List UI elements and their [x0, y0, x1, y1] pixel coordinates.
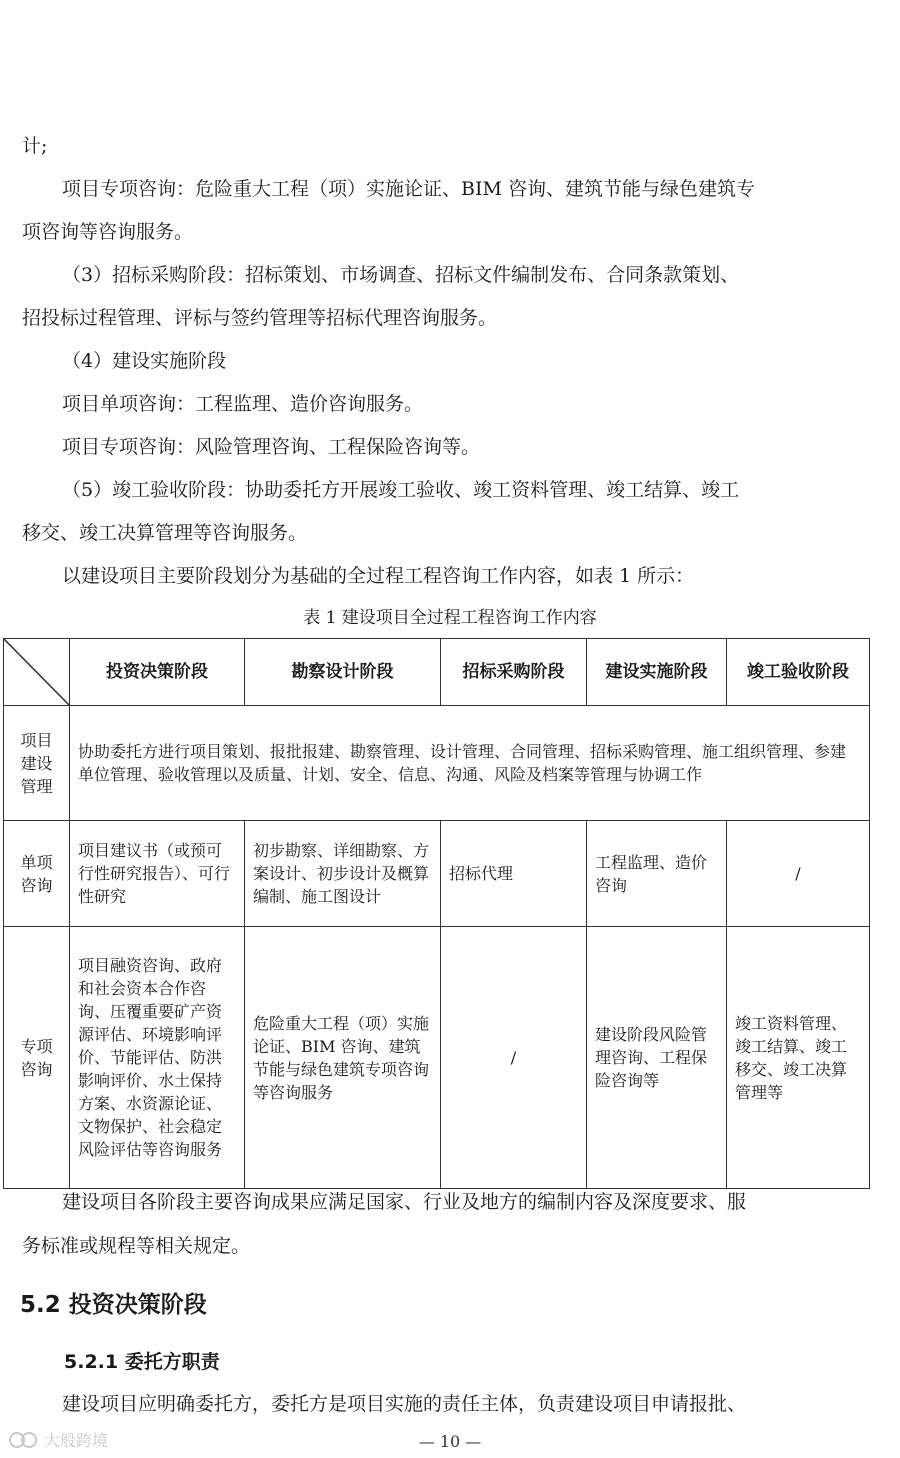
- table-caption: 表 1 建设项目全过程工程咨询工作内容: [303, 608, 597, 628]
- table-cell: /: [441, 927, 587, 1189]
- table-cell: 危险重大工程（项）实施论证、BIM 咨询、建筑节能与绿色建筑专项咨询等咨询服务: [245, 927, 441, 1189]
- header-cell: 招标采购阶段: [441, 639, 587, 706]
- para-line: 项目专项咨询：危险重大工程（项）实施论证、BIM 咨询、建筑节能与绿色建筑专: [62, 178, 755, 200]
- row-label: 项目 建设 管理: [4, 706, 70, 821]
- row-label: 单项 咨询: [4, 821, 70, 927]
- header-cell: 竣工验收阶段: [727, 639, 870, 706]
- header-cell: 建设实施阶段: [587, 639, 727, 706]
- para-line: （5）竣工验收阶段：协助委托方开展竣工验收、竣工资料管理、竣工结算、竣工: [62, 479, 740, 501]
- para-line: （4）建设实施阶段: [62, 350, 227, 372]
- header-cell: 勘察设计阶段: [245, 639, 441, 706]
- watermark-logo-icon: [8, 1429, 38, 1451]
- table-cell: 建设阶段风险管理咨询、工程保险咨询等: [587, 927, 727, 1189]
- para-line: 计;: [22, 135, 48, 157]
- table-cell: 项目建议书（或预可行性研究报告）、可行性研究: [70, 821, 245, 927]
- table-cell: 协助委托方进行项目策划、报批报建、勘察管理、设计管理、合同管理、招标采购管理、施工组织管理、参建单位管理、验收管理以及质量、计划、安全、信息、沟通、风险及档案等管理与协调工作: [70, 706, 870, 821]
- watermark: [8, 1428, 108, 1451]
- para-line: 项咨询等咨询服务。: [22, 221, 194, 243]
- table-cell: 项目融资咨询、政府和社会资本合作咨询、压覆重要矿产资源评估、环境影响评价、节能评估、防洪影响评价、水土保持方案、水资源论证、文物保护、社会稳定风险评估等咨询服务: [70, 927, 245, 1189]
- header-cell: 投资决策阶段: [70, 639, 245, 706]
- table-row: [4, 927, 870, 1189]
- para-line: 以建设项目主要阶段划分为基础的全过程工程咨询工作内容，如表 1 所示：: [62, 565, 695, 587]
- row-label: 专项 咨询: [4, 927, 70, 1189]
- section-heading: 5.2 投资决策阶段: [20, 1292, 207, 1318]
- para-line: 移交、竣工决算管理等咨询服务。: [22, 522, 308, 544]
- consulting-table: [3, 638, 870, 1189]
- table-cell: 初步勘察、详细勘察、方案设计、初步设计及概算编制、施工图设计: [245, 821, 441, 927]
- table-cell: /: [727, 821, 870, 927]
- table-cell: 招标代理: [441, 821, 587, 927]
- table-row: [4, 706, 870, 821]
- para-line: 招投标过程管理、评标与签约管理等招标代理咨询服务。: [22, 307, 498, 329]
- page-number: — 10 —: [418, 1432, 482, 1451]
- para-line: 项目单项咨询：工程监理、造价咨询服务。: [62, 393, 424, 415]
- subsection-heading: 5.2.1 委托方职责: [64, 1351, 220, 1373]
- table-row: [4, 821, 870, 927]
- para-line: 项目专项咨询：风险管理咨询、工程保险咨询等。: [62, 436, 481, 458]
- table-cell: 竣工资料管理、竣工结算、竣工移交、竣工决算管理等: [727, 927, 870, 1189]
- table-cell: 工程监理、造价咨询: [587, 821, 727, 927]
- diagonal-corner-cell: [4, 639, 70, 706]
- para-line: （3）招标采购阶段：招标策划、市场调查、招标文件编制发布、合同条款策划、: [62, 264, 740, 286]
- table-header-row: [4, 639, 870, 706]
- para-line: 建设项目应明确委托方，委托方是项目实施的责任主体，负责建设项目申请报批、: [62, 1393, 747, 1415]
- para-line: 建设项目各阶段主要咨询成果应满足国家、行业及地方的编制内容及深度要求、服: [62, 1191, 747, 1213]
- watermark-text: 大般跨境: [44, 1431, 109, 1450]
- para-line: 务标准或规程等相关规定。: [22, 1235, 251, 1257]
